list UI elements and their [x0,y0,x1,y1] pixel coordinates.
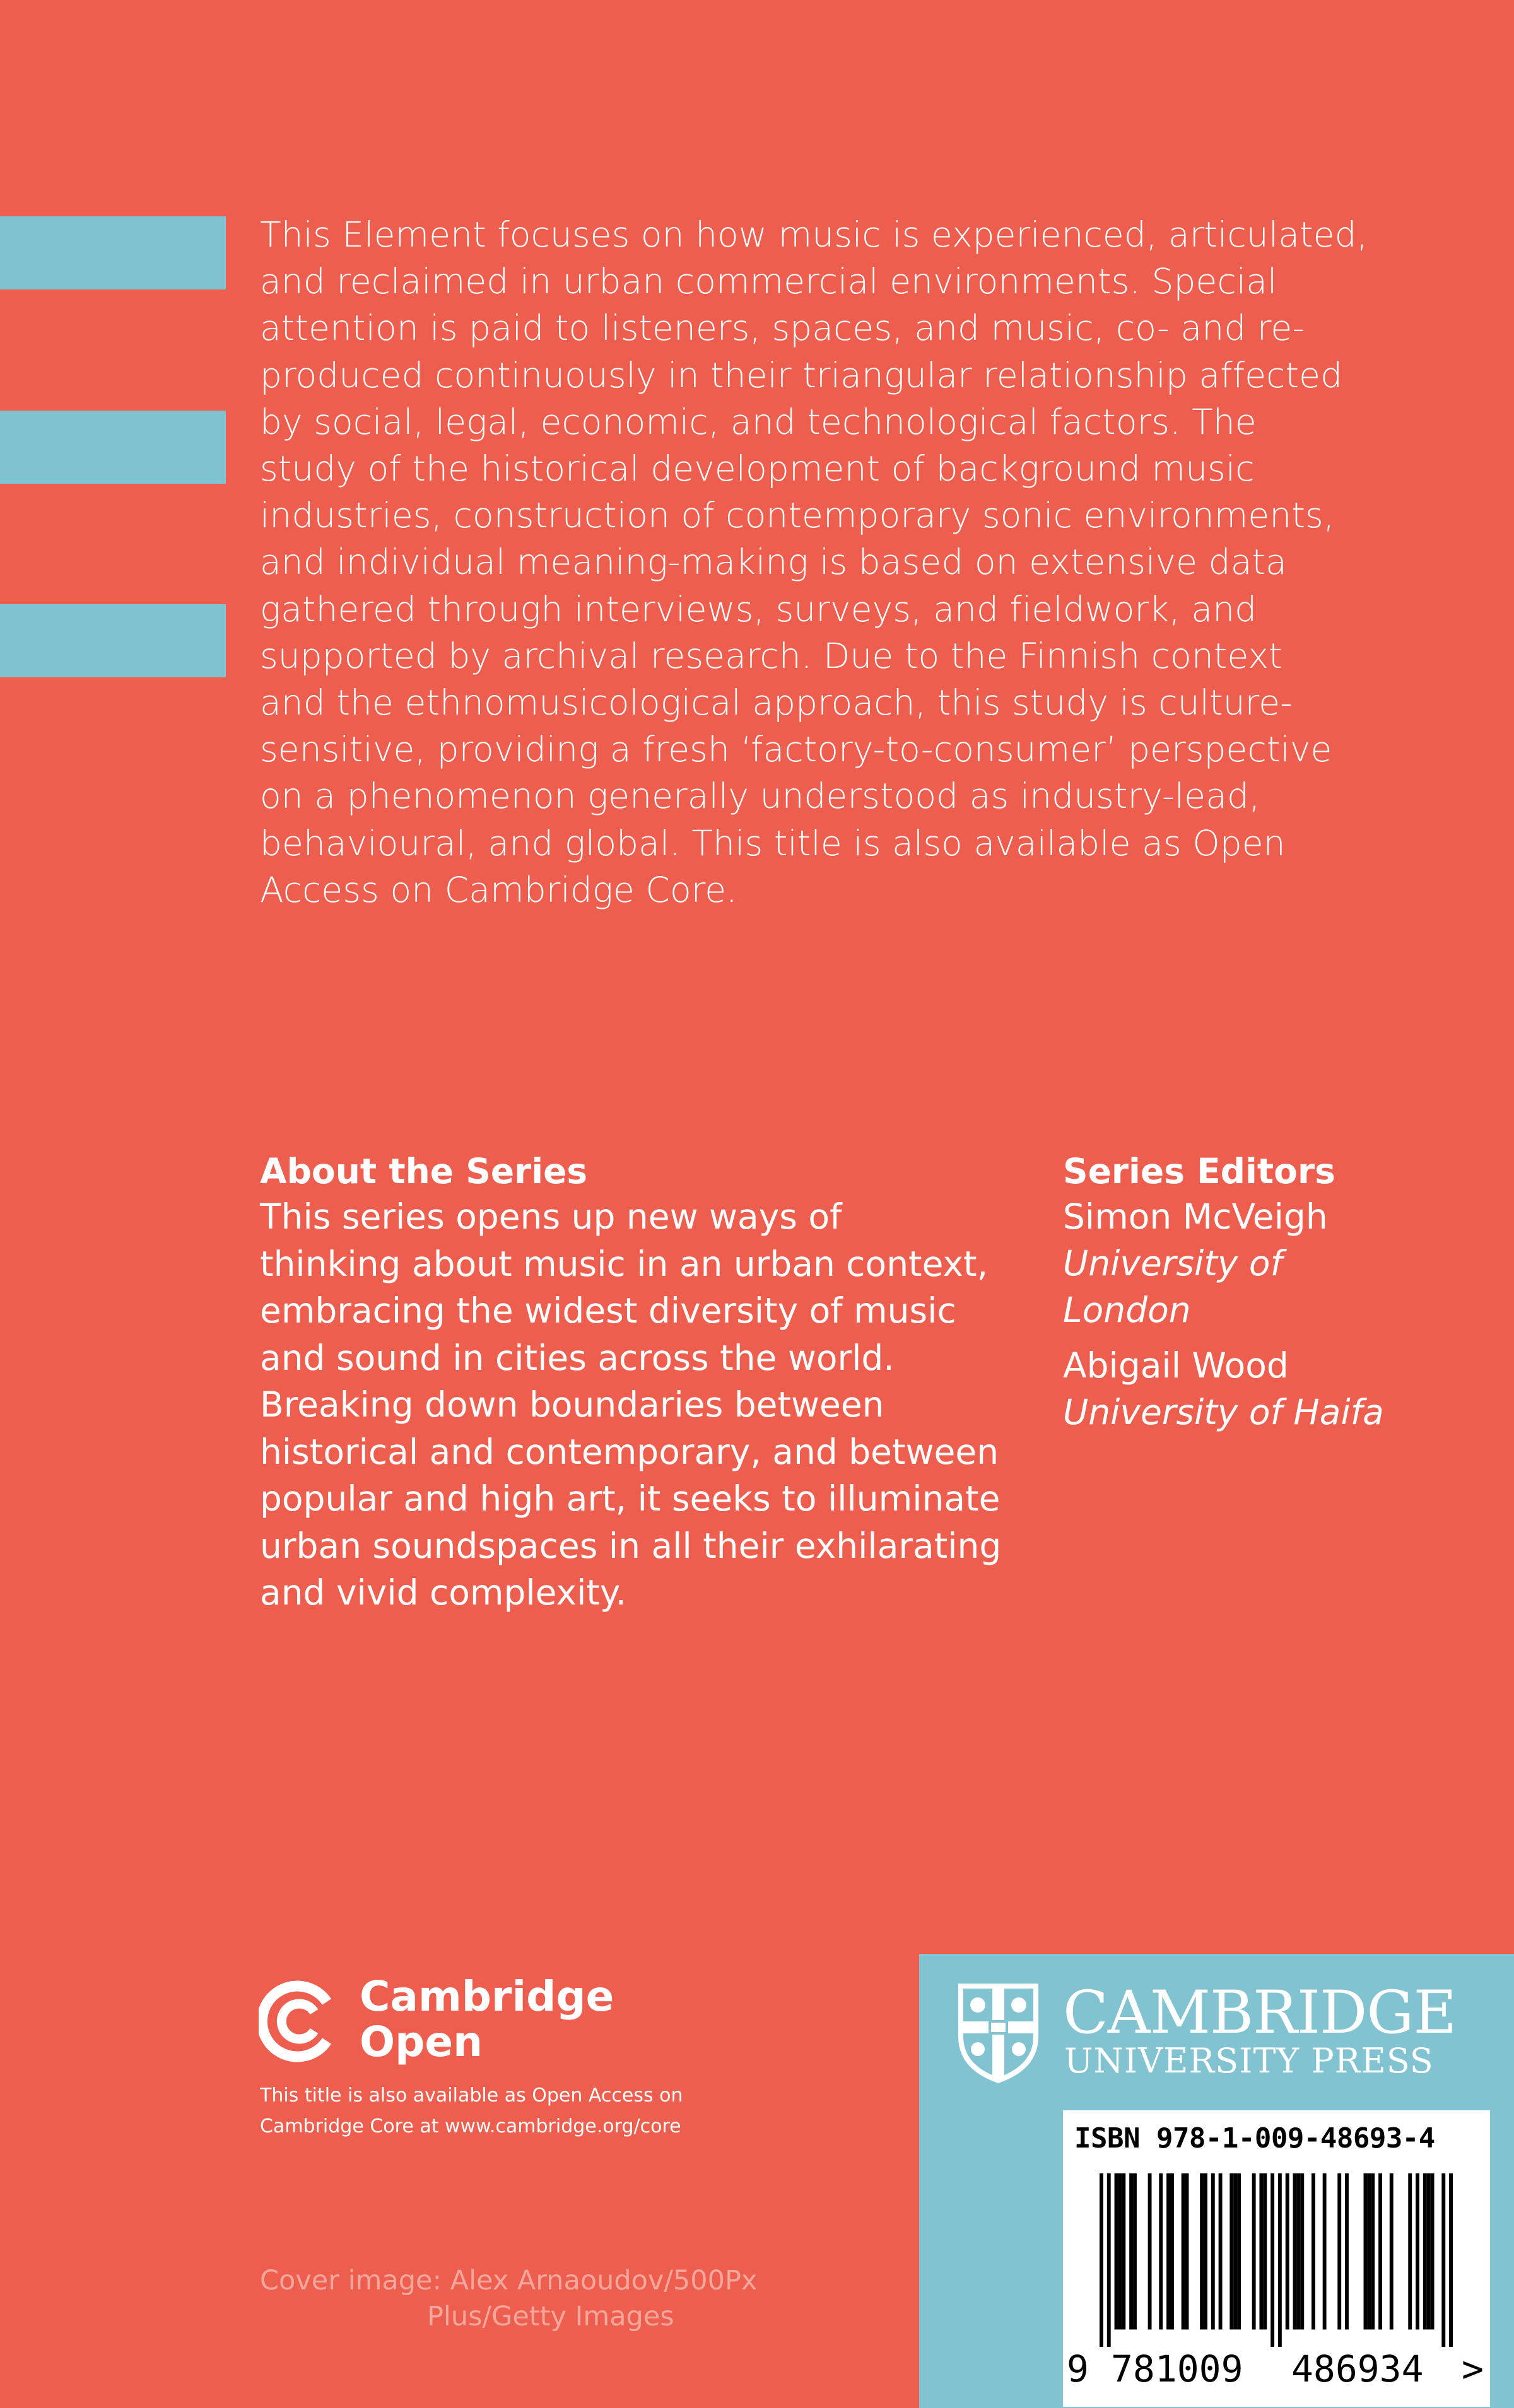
about-line: Breaking down boundaries between [260,1384,884,1425]
barcode-bar [1263,2173,1267,2330]
barcode-bar [1293,2173,1297,2330]
about-series-heading: About the Series [260,1151,588,1191]
about-series-body [260,1193,1048,1616]
barcode-bar [1204,2173,1207,2330]
isbn-label: ISBN 978-1-009-48693-4 [1074,2122,1435,2154]
editor-affiliation: London [1063,1290,1191,1330]
editor-affiliation: University of [1063,1243,1282,1283]
wordmark-line: Cambridge [360,1972,614,2021]
barcode-bar [1286,2173,1289,2330]
blurb-line: and individual meaning-making is based on extensive data [260,542,1287,583]
barcode-bar [1449,2173,1453,2347]
blurb-line: and reclaimed in urban commercial environments. Special [260,261,1277,302]
blurb-line: by social, legal, economic, and technological factors. The [260,401,1257,442]
cambridge-open-logo [259,1974,612,2075]
about-line: and vivid complexity. [260,1572,627,1613]
barcode-bar [1166,2173,1170,2330]
about-line: embracing the widest diversity of music [260,1290,956,1331]
barcode-bar [1378,2173,1382,2330]
publisher-name: CAMBRIDGE [1063,1978,1457,2047]
barcode-bar [1200,2173,1204,2330]
barcode-bar [1182,2173,1185,2330]
barcode-bar [1441,2173,1445,2347]
about-line: This series opens up new ways of [260,1196,842,1237]
publisher-subtitle: UNIVERSITY PRESS [1064,2041,1434,2081]
barcode-bar [1337,2173,1341,2330]
open-access-line: Cambridge Core at www.cambridge.org/core [260,2115,681,2137]
barcode-digits [1063,2347,1490,2391]
barcode-bar [1408,2173,1412,2330]
barcode-bar [1371,2173,1375,2330]
barcode-bar [1416,2173,1419,2330]
blurb-line: sensitive, providing a fresh ‘factory-to-consumer’ perspective [260,729,1332,770]
barcode-bar [1296,2173,1300,2330]
blurb-line: on a phenomenon generally understood as industry-lead, [260,776,1260,817]
barcode-bar [1390,2173,1394,2330]
publisher-panel [919,1954,1514,2408]
series-editors-heading: Series Editors [1063,1151,1335,1191]
barcode-bar [1219,2173,1223,2330]
barcode-bar [1367,2173,1371,2330]
barcode-left-group: 781009 [1111,2347,1243,2390]
about-line: popular and high art, it seeks to illuminate [260,1478,1001,1519]
blurb-line: attention is paid to listeners, spaces, and music, co- and re- [260,308,1305,349]
barcode-bar [1427,2173,1431,2330]
barcode-first-digit: 9 [1067,2347,1089,2390]
barcode-bar [1100,2173,1103,2347]
editor-entry [1063,1193,1454,1333]
blue-stripe-2 [0,411,226,484]
blurb-line: industries, construction of contemporary sonic environments, [260,495,1335,536]
barcode-bar [1278,2173,1282,2347]
credit-line: Plus/Getty Images [427,2301,674,2332]
barcode-bar [1423,2173,1427,2330]
barcode-bar [1252,2173,1256,2330]
barcode-bar [1115,2173,1118,2330]
editor-affiliation: University of Haifa [1063,1392,1384,1432]
about-line: and sound in cities across the world. [260,1337,895,1378]
barcode-right-group: 486934 [1291,2347,1424,2390]
editor-entry [1063,1342,1454,1435]
blue-stripe-1 [0,216,226,289]
blue-stripe-3 [0,604,226,677]
editor-name: Simon McVeigh [1063,1196,1328,1237]
barcode-bar [1345,2173,1349,2330]
barcode-bar [1211,2173,1215,2330]
credit-line: Cover image: Alex Arnaoudov/500Px [260,2265,758,2296]
barcode-bar [1229,2173,1233,2330]
barcode-bar [1118,2173,1122,2330]
barcode-bar [1122,2173,1125,2330]
barcode-bar [1312,2173,1315,2330]
barcode-bars [1100,2173,1453,2347]
open-access-line: This title is also available as Open Access on [260,2084,683,2107]
barcode-bar [1300,2173,1304,2330]
barcode-bar [1185,2173,1189,2330]
about-line: historical and contemporary, and between [260,1431,999,1472]
cambridge-open-mark-icon [259,1980,341,2062]
barcode-bar [1159,2173,1163,2330]
barcode-bar [1259,2173,1263,2330]
barcode-bar [1233,2173,1237,2330]
blurb-line: behavioural, and global. This title is also available as Open [260,822,1286,863]
blurb-line: supported by archival research. Due to the Finnish context [260,635,1282,676]
barcode-bar [1270,2173,1274,2347]
about-the-series [260,1149,1048,1616]
cambridge-crest-icon [956,1981,1041,2085]
barcode-bar [1237,2173,1241,2330]
barcode-bar [1431,2173,1435,2330]
cambridge-open-wordmark [360,1974,614,2065]
barcode-arrow: > [1462,2347,1484,2390]
series-editors [1063,1149,1454,1444]
editor-name: Abigail Wood [1063,1345,1289,1386]
barcode-bar [1129,2173,1133,2330]
barcode-bar [1148,2173,1152,2330]
blurb-line: study of the historical development of background music [260,448,1255,489]
barcode-bar [1323,2173,1327,2330]
barcode-bar [1133,2173,1137,2330]
barcode-bar [1170,2173,1174,2330]
about-line: urban soundspaces in all their exhilarating [260,1525,1002,1566]
blurb-line: produced continuously in their triangular relationship affected [260,354,1343,395]
blurb-line: This Element focuses on how music is experienced, articulated, [260,214,1368,255]
blurb-line: gathered through interviews, surveys, and fieldwork, and [260,588,1257,629]
wordmark-line: Open [360,2018,483,2066]
open-access-note [260,2080,828,2142]
barcode-bar [1364,2173,1368,2330]
isbn-barcode [1063,2110,1490,2407]
blurb-text [260,211,1427,913]
barcode-bar [1107,2173,1111,2347]
cover-image-credit [260,2263,828,2335]
blurb-line: and the ethnomusicological approach, this study is culture- [260,682,1293,723]
about-line: thinking about music in an urban context, [260,1243,989,1284]
blurb-line: Access on Cambridge Core. [260,869,737,910]
